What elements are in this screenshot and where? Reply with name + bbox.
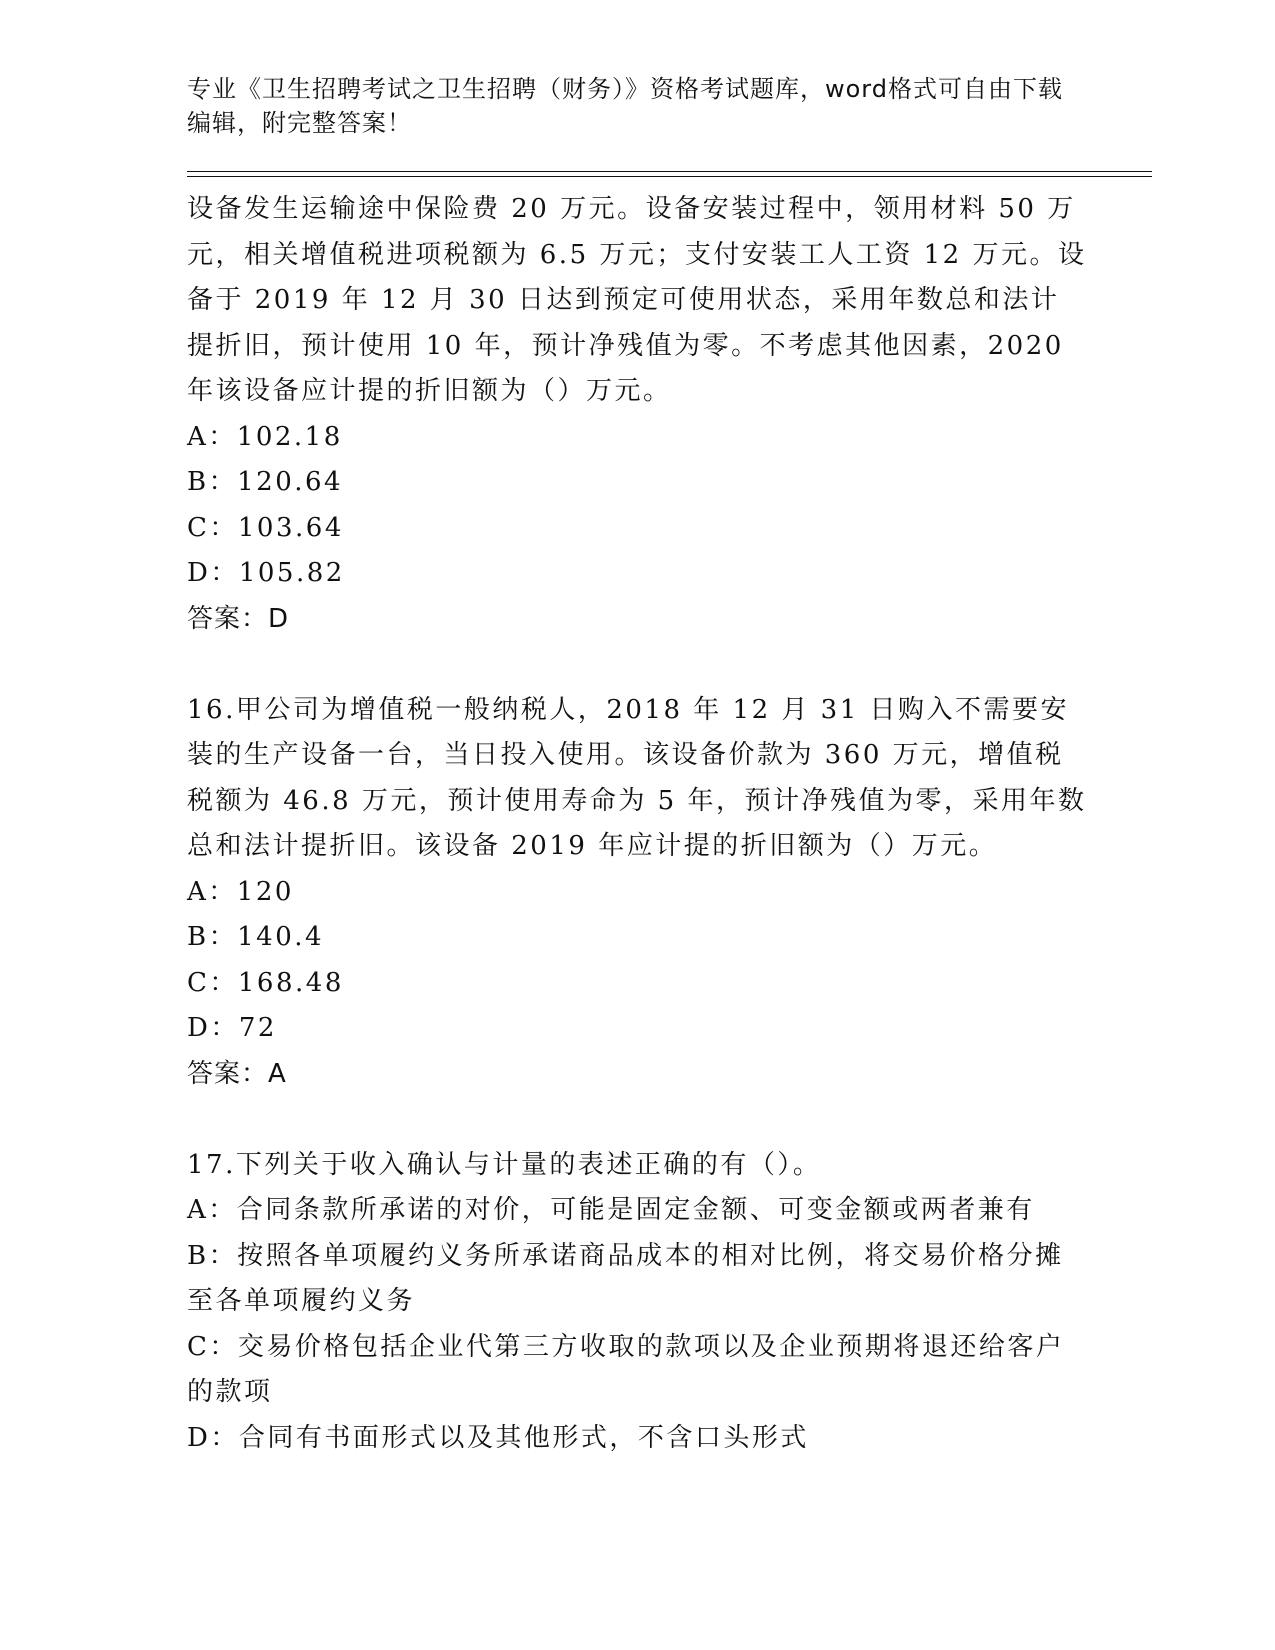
question-17: [187, 1143, 1087, 1462]
question-16-option-c: C：168.48: [187, 967, 344, 998]
question-15-option-a: A：102.18: [187, 421, 343, 452]
question-17-option-a: A：合同条款所承诺的对价，可能是固定金额、可变金额或两者兼有: [187, 1195, 1035, 1225]
spacer: [187, 642, 1087, 688]
question-15-option-b: B：120.64: [187, 467, 344, 497]
question-17-option-c: C：交易价格包括企业代第三方收取的款项以及企业预期将退还给客户的款项: [187, 1331, 1065, 1407]
question-16-option-a: A：120: [187, 876, 294, 907]
question-16: [187, 688, 1087, 1098]
question-16-answer: 答案：A: [187, 1058, 287, 1089]
question-16-text: 16.甲公司为增值税一般纳税人，2018 年 12 月 31 日购入不需要安装的生产设备一台，当日投入使用。该设备价款为 360 万元，增值税税额为 46.8 万元，预计使用寿命为 5 年，预计净残值为零，采用年数总和法计提折旧。该设备 2019 年应计提的折旧额为（）万元。: [187, 694, 1087, 861]
question-15-text: 设备发生运输途中保险费 20 万元。设备安装过程中，领用材料 50 万元，相关增值税进项税额为 6.5 万元；支付安装工人工资 12 万元。设备于 2019 年 12 月 30 日达到预定可使用状态，采用年数总和法计提折旧，预计使用 10 年，预计净残值为零。不考虑其他因素，2020 年该设备应计提的折旧额为（）万元。: [187, 194, 1087, 406]
header-text: 专业《卫生招聘考试之卫生招聘（财务）》资格考试题库，word格式可自由下载编辑，附完整答案！: [187, 75, 1063, 137]
question-17-option-d: D：合同有书面形式以及其他形式，不含口头形式: [187, 1422, 809, 1453]
question-17-option-b: B：按照各单项履约义务所承诺商品成本的相对比例，将交易价格分摊至各单项履约义务: [187, 1240, 1064, 1316]
question-15-answer: 答案：D: [187, 603, 290, 634]
header-rule-top: [187, 171, 1152, 172]
document-header: [187, 72, 1087, 140]
question-15-option-d: D：105.82: [187, 558, 345, 588]
question-15-option-c: C：103.64: [187, 512, 344, 543]
question-15: [187, 187, 1087, 642]
spacer: [187, 1097, 1087, 1143]
header-rule-bottom: [187, 176, 1152, 177]
question-16-option-b: B：140.4: [187, 922, 325, 952]
document-body: [187, 187, 1087, 1461]
question-16-option-d: D：72: [187, 1013, 277, 1043]
question-17-text: 17.下列关于收入确认与计量的表述正确的有（）。: [187, 1149, 822, 1180]
